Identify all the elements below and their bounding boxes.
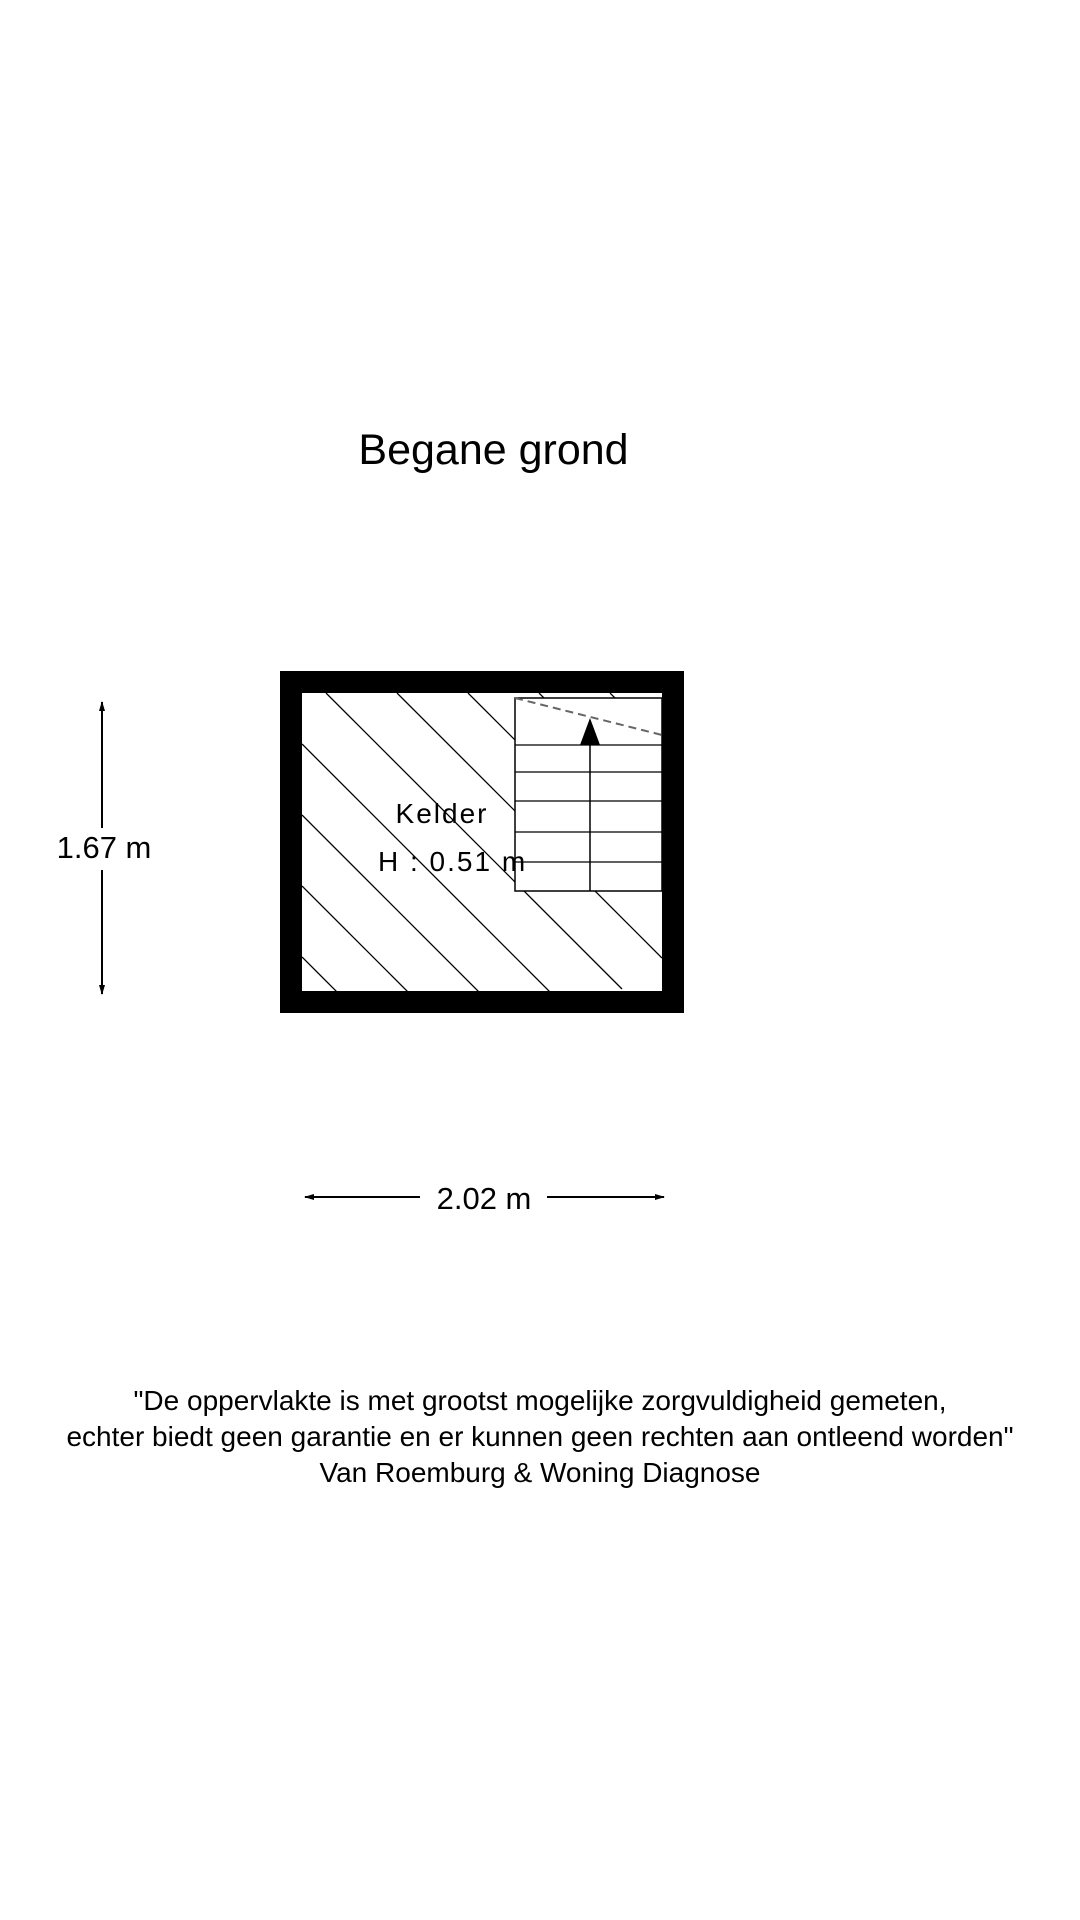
height-dimension-label: 1.67 m: [56, 830, 152, 865]
room-height: H : 0.51 m: [378, 846, 528, 877]
height-dimension: [51, 702, 158, 994]
width-dimension: [305, 1179, 664, 1218]
width-dimension-label: 2.02 m: [436, 1181, 532, 1216]
room-name: Kelder: [395, 798, 489, 829]
disclaimer-line-1: "De oppervlakte is met grootst mogelijke zorgvuldigheid gemeten,: [133, 1385, 947, 1416]
disclaimer: [0, 1383, 1080, 1491]
disclaimer-credit: Van Roemburg & Woning Diagnose: [319, 1457, 761, 1488]
staircase: [515, 698, 662, 891]
disclaimer-line-2: echter biedt geen garantie en er kunnen geen rechten aan ontleend worden": [66, 1421, 1014, 1452]
floor-title: Begane grond: [358, 426, 629, 474]
